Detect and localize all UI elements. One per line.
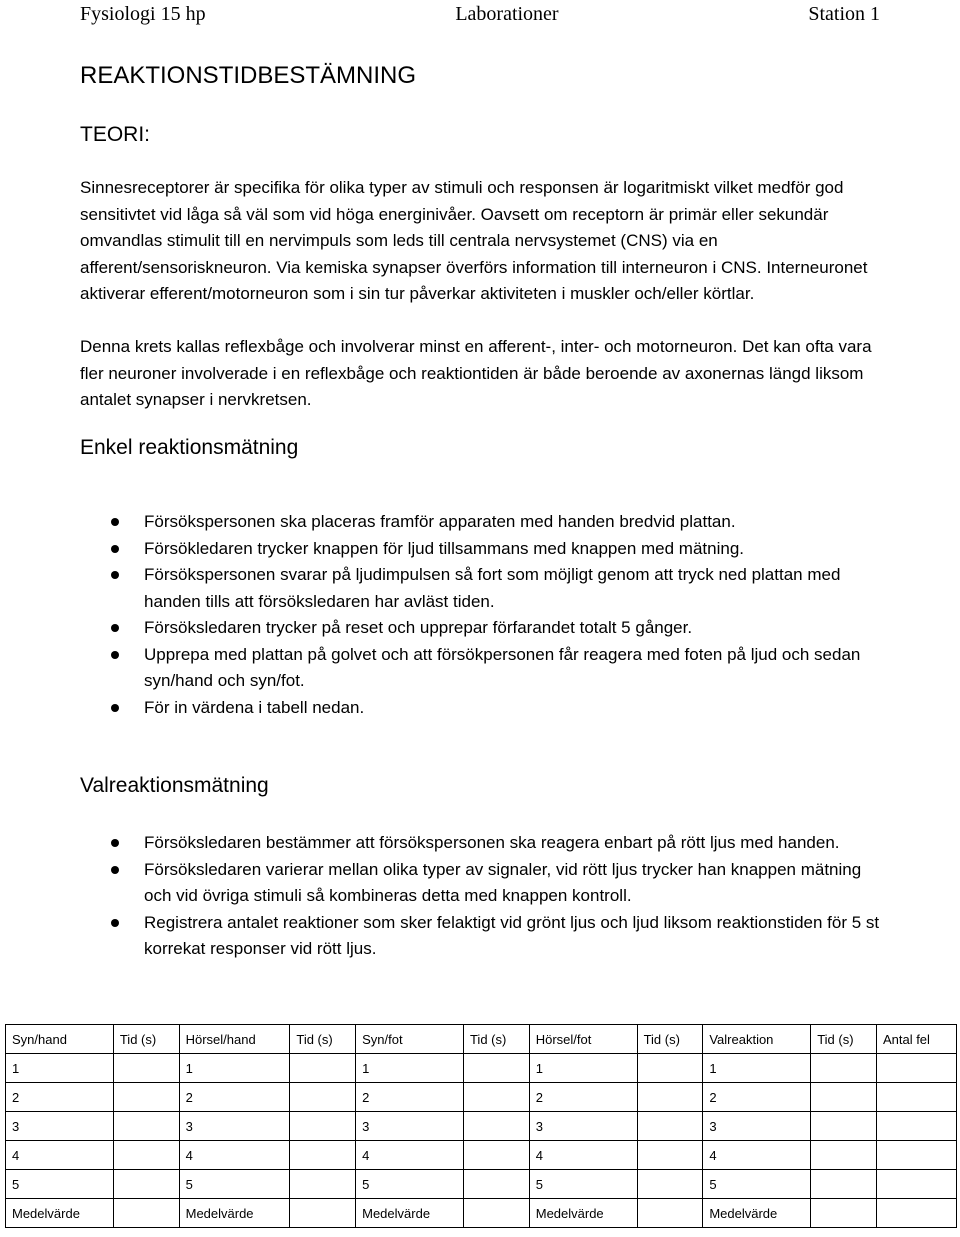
table-cell: Medelvärde (529, 1199, 637, 1228)
table-row (6, 1141, 957, 1170)
column-header: Antal fel (876, 1025, 956, 1054)
theory-paragraph-1: Sinnesreceptorer är specifika för olika typer av stimuli och responsen är logaritmiskt vilket medför god sensitivtet vid låga så väl som vid höga energinivåer. Oavsett om receptorn är primär eller sekundär omvandlas stimulit till en nervimpuls som leds till centrala nervsystemet (CNS) via en afferent/sensoriskneuron. Via kemiska synapser överförs information till interneuron i CNS. Interneuronet aktiverar efferent/motorneuron som i sin tur påverkar aktiviteten i muskler och/eller körtlar. (80, 178, 868, 303)
list-item: Försökledaren trycker knappen för ljud tillsammans med knappen med mätning. (80, 536, 880, 563)
table-cell: 2 (703, 1083, 811, 1112)
table-input-cell[interactable] (290, 1112, 356, 1141)
table-cell: 5 (703, 1170, 811, 1199)
list-item: Försöksledaren trycker på reset och upprepar förfarandet totalt 5 gånger. (80, 615, 880, 642)
table-cell: 5 (356, 1170, 464, 1199)
column-header: Hörsel/fot (529, 1025, 637, 1054)
table-input-cell[interactable] (463, 1199, 529, 1228)
table-input-cell[interactable] (876, 1112, 956, 1141)
table-input-cell[interactable] (637, 1170, 703, 1199)
column-header: Tid (s) (290, 1025, 356, 1054)
bullet-icon (111, 651, 119, 659)
table-input-cell[interactable] (876, 1083, 956, 1112)
theory-heading: TEORI: (80, 123, 151, 146)
table-input-cell[interactable] (463, 1112, 529, 1141)
list-item: Försöksledaren bestämmer att försökspersonen ska reagera enbart på rött ljus med handen. (80, 830, 880, 857)
table-input-cell[interactable] (876, 1199, 956, 1228)
table-cell: 5 (6, 1170, 114, 1199)
table-input-cell[interactable] (290, 1054, 356, 1083)
table-cell: 4 (356, 1141, 464, 1170)
table-cell: 4 (179, 1141, 290, 1170)
table-cell: 4 (703, 1141, 811, 1170)
table-cell: 3 (179, 1112, 290, 1141)
table-row (6, 1199, 957, 1228)
table-input-cell[interactable] (811, 1141, 877, 1170)
header-station: Station 1 (808, 2, 880, 25)
table-cell: Medelvärde (179, 1199, 290, 1228)
column-header: Valreaktion (703, 1025, 811, 1054)
list-item: För in värdena i tabell nedan. (80, 695, 880, 722)
table-row (6, 1083, 957, 1112)
table-body (6, 1054, 957, 1228)
table-cell: Medelvärde (356, 1199, 464, 1228)
table-input-cell[interactable] (113, 1054, 179, 1083)
table-cell: 3 (6, 1112, 114, 1141)
table-cell: 1 (356, 1054, 464, 1083)
choice-reaction-heading: Valreaktionsmätning (80, 774, 269, 797)
column-header: Tid (s) (463, 1025, 529, 1054)
table-row (6, 1054, 957, 1083)
header-section: Laborationer (455, 2, 559, 25)
table-cell: 3 (703, 1112, 811, 1141)
table-input-cell[interactable] (637, 1141, 703, 1170)
bullet-icon (111, 704, 119, 712)
page-header (80, 0, 880, 28)
table-input-cell[interactable] (113, 1199, 179, 1228)
page-title: REAKTIONSTIDBESTÄMNING (80, 62, 417, 89)
column-header: Hörsel/hand (179, 1025, 290, 1054)
table-cell: 1 (529, 1054, 637, 1083)
table-cell: 1 (703, 1054, 811, 1083)
table-cell: 1 (179, 1054, 290, 1083)
table-cell: 5 (529, 1170, 637, 1199)
table-input-cell[interactable] (113, 1170, 179, 1199)
table-cell: 3 (356, 1112, 464, 1141)
results-table (5, 1024, 957, 1228)
column-header: Tid (s) (637, 1025, 703, 1054)
bullet-icon (111, 518, 119, 526)
table-input-cell[interactable] (463, 1083, 529, 1112)
table-input-cell[interactable] (811, 1199, 877, 1228)
table-cell: 2 (179, 1083, 290, 1112)
list-item: Försöksledaren varierar mellan olika typer av signaler, vid rött ljus trycker han knappen mätning och vid övriga stimuli så kombineras detta med knappen kontroll. (80, 857, 880, 910)
table-input-cell[interactable] (811, 1054, 877, 1083)
table-input-cell[interactable] (876, 1170, 956, 1199)
table-input-cell[interactable] (637, 1054, 703, 1083)
table-input-cell[interactable] (290, 1083, 356, 1112)
table-cell: 2 (6, 1083, 114, 1112)
table-cell: Medelvärde (703, 1199, 811, 1228)
column-header: Syn/hand (6, 1025, 114, 1054)
table-input-cell[interactable] (290, 1170, 356, 1199)
table-cell: 2 (529, 1083, 637, 1112)
table-cell: 4 (529, 1141, 637, 1170)
table-cell: 3 (529, 1112, 637, 1141)
bullet-icon (111, 839, 119, 847)
bullet-icon (111, 571, 119, 579)
table-cell: 2 (356, 1083, 464, 1112)
choice-reaction-list (80, 830, 880, 963)
table-input-cell[interactable] (876, 1054, 956, 1083)
simple-reaction-list (80, 509, 880, 721)
header-course: Fysiologi 15 hp (80, 2, 206, 25)
table-input-cell[interactable] (113, 1083, 179, 1112)
table-input-cell[interactable] (113, 1112, 179, 1141)
table-cell: 1 (6, 1054, 114, 1083)
bullet-icon (111, 866, 119, 874)
list-item: Registrera antalet reaktioner som sker felaktigt vid grönt ljus och ljud liksom reaktionstiden för 5 st korrekat responser vid rött ljus. (80, 910, 880, 963)
table-row (6, 1170, 957, 1199)
table-input-cell[interactable] (290, 1141, 356, 1170)
table-row (6, 1112, 957, 1141)
column-header: Syn/fot (356, 1025, 464, 1054)
table-input-cell[interactable] (463, 1141, 529, 1170)
table-input-cell[interactable] (463, 1054, 529, 1083)
bullet-icon (111, 624, 119, 632)
table-input-cell[interactable] (113, 1141, 179, 1170)
list-item: Upprepa med plattan på golvet och att försökpersonen får reagera med foten på ljud och sedan syn/hand och syn/fot. (80, 642, 880, 695)
table-input-cell[interactable] (290, 1199, 356, 1228)
table-input-cell[interactable] (811, 1170, 877, 1199)
table-header-row (6, 1025, 957, 1054)
table-input-cell[interactable] (811, 1083, 877, 1112)
table-input-cell[interactable] (637, 1199, 703, 1228)
table-input-cell[interactable] (876, 1141, 956, 1170)
column-header: Tid (s) (113, 1025, 179, 1054)
bullet-icon (111, 545, 119, 553)
bullet-icon (111, 919, 119, 927)
table-cell: 4 (6, 1141, 114, 1170)
simple-reaction-heading: Enkel reaktionsmätning (80, 436, 299, 459)
table-cell: Medelvärde (6, 1199, 114, 1228)
theory-paragraph-2: Denna krets kallas reflexbåge och involverar minst en afferent-, inter- och motorneuron. Det kan ofta vara fler neuroner involverade i en reflexbåge och reaktiontiden är både beroende av axonernas längd liksom antalet synapser i nervkretsen. (80, 337, 872, 409)
table-cell: 5 (179, 1170, 290, 1199)
column-header: Tid (s) (811, 1025, 877, 1054)
table-input-cell[interactable] (811, 1112, 877, 1141)
list-item: Försökspersonen svarar på ljudimpulsen så fort som möjligt genom att tryck ned plattan med handen tills att försöksledaren har avläst tiden. (80, 562, 880, 615)
table-input-cell[interactable] (637, 1112, 703, 1141)
list-item: Försökspersonen ska placeras framför apparaten med handen bredvid plattan. (80, 509, 880, 536)
table-input-cell[interactable] (463, 1170, 529, 1199)
table-input-cell[interactable] (637, 1083, 703, 1112)
